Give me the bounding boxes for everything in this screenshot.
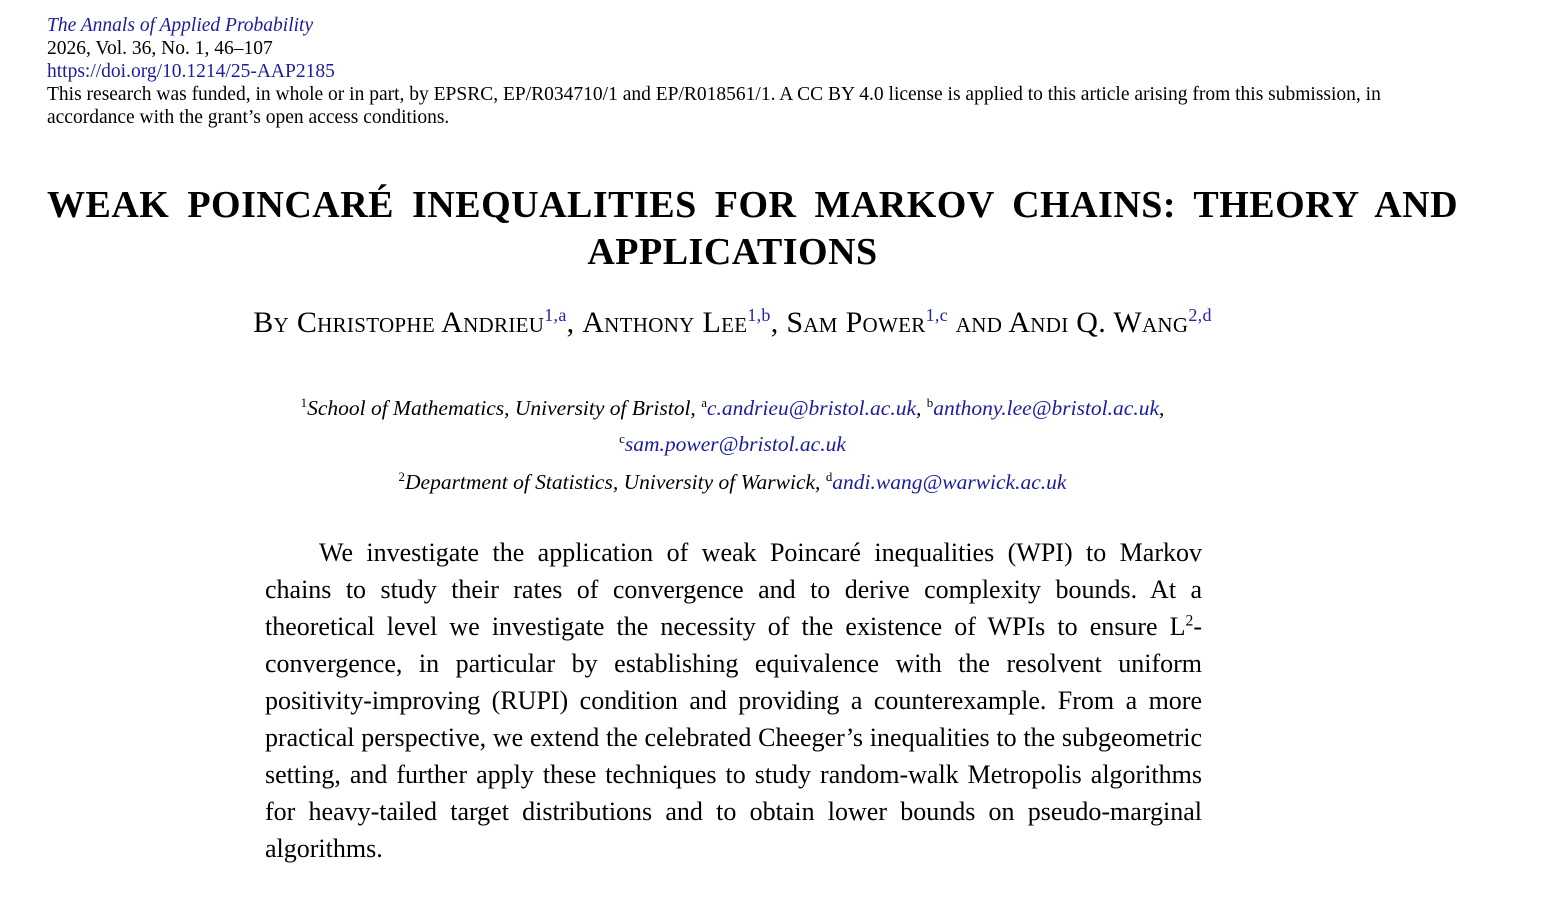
volume-issue-line: 2026, Vol. 36, No. 1, 46–107	[47, 38, 273, 59]
abstract-text-part1: We investigate the application of weak Poincaré inequalities (WPI) to Markov chains to study their rates of convergence and to derive complexity bounds. At a theoretical level we investigate the necessity of the existence of WPIs to ensure L	[265, 538, 1202, 641]
email-letter-superscript: b	[926, 395, 934, 410]
author-affiliation-superscript: 1,a	[544, 305, 567, 325]
affiliation-1-line1	[47, 390, 1418, 426]
doi-link[interactable]: https://doi.org/10.1214/25-AAP2185	[47, 61, 335, 82]
doi-line	[47, 60, 1418, 83]
email-letter-superscript: a	[701, 395, 707, 410]
email-separator: ,	[916, 396, 927, 420]
author-name: Anthony Lee	[582, 306, 748, 339]
affiliation-institution: School of Mathematics, University of Bristol,	[307, 396, 702, 420]
author-separator: ,	[770, 306, 787, 339]
email-letter-superscript: c	[619, 431, 625, 446]
author-affiliation-superscript: 1,b	[747, 305, 771, 325]
author-separator: ,	[566, 306, 583, 339]
paper-title-line1: WEAK POINCARÉ INEQUALITIES FOR MARKOV CHAINS: THEORY AND	[47, 184, 1459, 226]
author-name: Sam Power	[786, 306, 926, 339]
page-content	[47, 0, 1459, 923]
byline	[47, 306, 1418, 340]
author-affiliation-superscript: 2,d	[1188, 305, 1212, 325]
email-link[interactable]: sam.power@bristol.ac.uk	[624, 432, 846, 456]
author-separator-and: and	[947, 306, 1009, 339]
email-link[interactable]: andi.wang@warwick.ac.uk	[832, 470, 1067, 494]
funding-note: This research was funded, in whole or in part, by EPSRC, EP/R034710/1 and EP/R018561/1. A CC BY 4.0 license is applied to this article arising from this submission, in accordance with the grant’s open access conditions.	[47, 84, 1381, 128]
affiliation-1-line2	[47, 426, 1418, 462]
affiliation-2	[47, 464, 1418, 500]
affiliation-institution: Department of Statistics, University of Warwick,	[405, 470, 826, 494]
affiliation-number-superscript: 2	[398, 469, 405, 484]
paper-title-line2: APPLICATIONS	[587, 231, 878, 273]
abstract-text-part2: -convergence, in particular by establishing equivalence with the resolvent uniform positivity-improving (RUPI) condition and providing a counterexample. From a more practical perspective, we extend the celebrated Cheeger’s inequalities to the subgeometric setting, and further apply these techniques to study random-walk Metropolis algorithms for heavy-tailed target distributions and to obtain lower bounds on pseudo-marginal algorithms.	[265, 612, 1202, 863]
author-name: Andi Q. Wang	[1008, 306, 1189, 339]
byline-by-label: By	[253, 306, 290, 339]
email-letter-superscript: d	[825, 469, 833, 484]
author-name: Christophe Andrieu	[296, 306, 545, 339]
email-separator: ,	[1159, 396, 1165, 420]
journal-name-line	[47, 14, 1418, 37]
author-affiliation-superscript: 1,c	[925, 305, 948, 325]
paper-title	[47, 182, 1459, 276]
journal-name-link[interactable]: The Annals of Applied Probability	[47, 15, 314, 36]
article-header	[47, 14, 1418, 129]
affiliation-number-superscript: 1	[300, 395, 308, 410]
email-link[interactable]: c.andrieu@bristol.ac.uk	[706, 396, 916, 420]
l2-superscript: 2	[1185, 612, 1194, 630]
affiliations	[47, 390, 1418, 500]
abstract	[265, 534, 1202, 867]
email-link[interactable]: anthony.lee@bristol.ac.uk	[933, 396, 1159, 420]
